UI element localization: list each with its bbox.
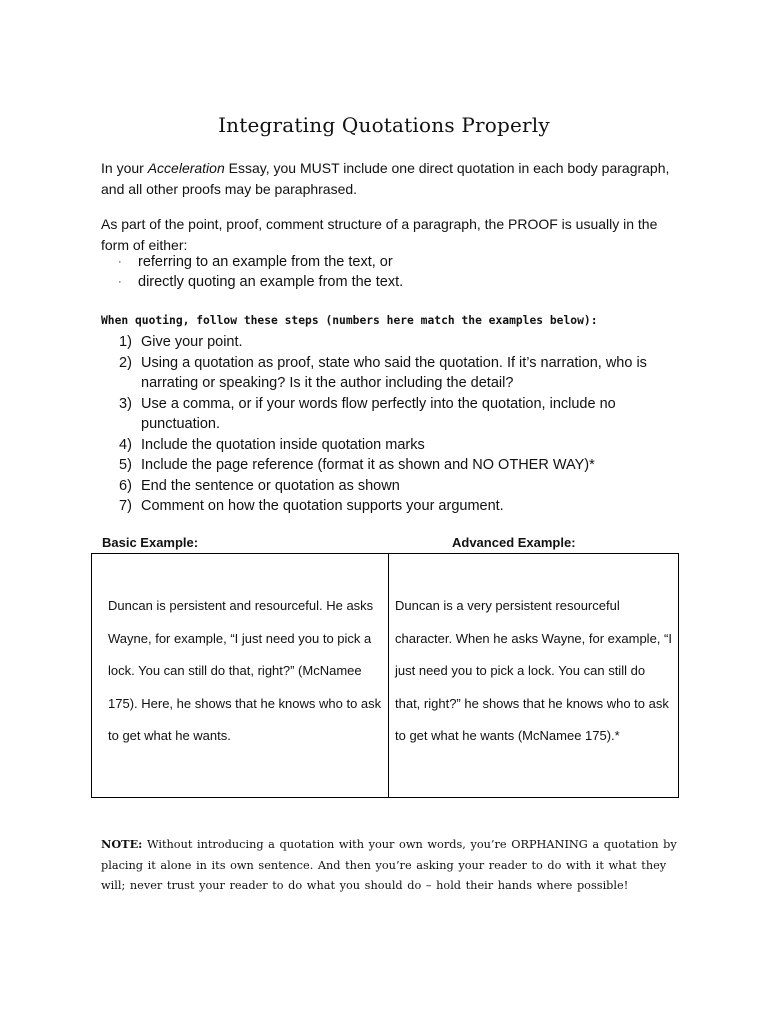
step-text: Include the page reference (format it as shown and NO OTHER WAY)* bbox=[141, 457, 595, 473]
step-text: Include the quotation inside quotation marks bbox=[141, 436, 425, 453]
basic-example-text: Duncan is persistent and resourceful. He asks Wayne, for example, “I just need you to pick a lock. You can still do that, right?” (McNamee 175). Here, he shows that he knows who to ask to get what he wants. bbox=[108, 598, 382, 743]
step-item bbox=[101, 353, 661, 394]
step-item bbox=[101, 496, 661, 517]
step-item bbox=[101, 476, 661, 497]
bullet-text: directly quoting an example from the text. bbox=[138, 274, 404, 290]
note-text: Without introducing a quotation with your own words, you’re ORPHANING a quotation by placing it alone in its own sentence. And then you’re asking your reader to do with it what they will; never trust your reader to do what you should do – hold their hands where possible! bbox=[101, 838, 677, 892]
step-item bbox=[101, 332, 661, 353]
examples-table bbox=[91, 553, 679, 798]
step-text: Give your point. bbox=[141, 334, 243, 350]
bullet-icon: · bbox=[118, 276, 122, 288]
steps-heading: When quoting, follow these steps (numbers here match the examples below): bbox=[101, 314, 598, 327]
note-label: NOTE: bbox=[101, 837, 143, 851]
step-number: 7) bbox=[119, 498, 132, 514]
step-number: 1) bbox=[119, 334, 132, 350]
step-item bbox=[101, 435, 661, 456]
advanced-example-text: Duncan is a very persistent resourceful character. When he asks Wayne, for example, “I just need you to pick a lock. You can still do that, right?” he shows that he knows who to ask to get what he wants (McNamee 175).* bbox=[395, 598, 672, 743]
bullet-item bbox=[118, 272, 403, 292]
bullet-item bbox=[118, 252, 403, 272]
intro-italic-title: Acceleration bbox=[147, 160, 225, 176]
step-text: Comment on how the quotation supports your argument. bbox=[141, 498, 504, 514]
step-text: End the sentence or quotation as shown bbox=[141, 477, 400, 494]
step-number: 4) bbox=[119, 436, 132, 453]
structure-paragraph: As part of the point, proof, comment structure of a paragraph, the PROOF is usually in the form of either: bbox=[101, 216, 658, 253]
intro-pre: In your bbox=[101, 160, 148, 176]
bullet-list bbox=[118, 252, 403, 292]
page-title: Integrating Quotations Properly bbox=[218, 113, 550, 137]
note-paragraph bbox=[101, 834, 681, 897]
step-number: 5) bbox=[119, 457, 132, 473]
bullet-icon: · bbox=[118, 256, 122, 268]
step-text: Using a quotation as proof, state who said the quotation. If it’s narration, who is narrating or speaking? Is it the author including the detail? bbox=[141, 354, 647, 391]
bullet-text: referring to an example from the text, or bbox=[138, 254, 393, 270]
steps-list bbox=[101, 332, 661, 517]
table-divider bbox=[388, 554, 389, 797]
step-number: 2) bbox=[119, 354, 132, 371]
basic-example-label: Basic Example: bbox=[102, 535, 199, 550]
step-item bbox=[101, 455, 661, 476]
advanced-example-label: Advanced Example: bbox=[452, 535, 576, 550]
intro-paragraph bbox=[101, 158, 681, 200]
step-item bbox=[101, 394, 661, 435]
step-number: 3) bbox=[119, 395, 132, 412]
step-text: Use a comma, or if your words flow perfectly into the quotation, include no punctuation. bbox=[141, 395, 616, 432]
intro-post: Essay, you MUST include one direct quotation in each body paragraph, and all other proofs may be paraphrased. bbox=[101, 160, 670, 197]
step-number: 6) bbox=[119, 477, 132, 494]
